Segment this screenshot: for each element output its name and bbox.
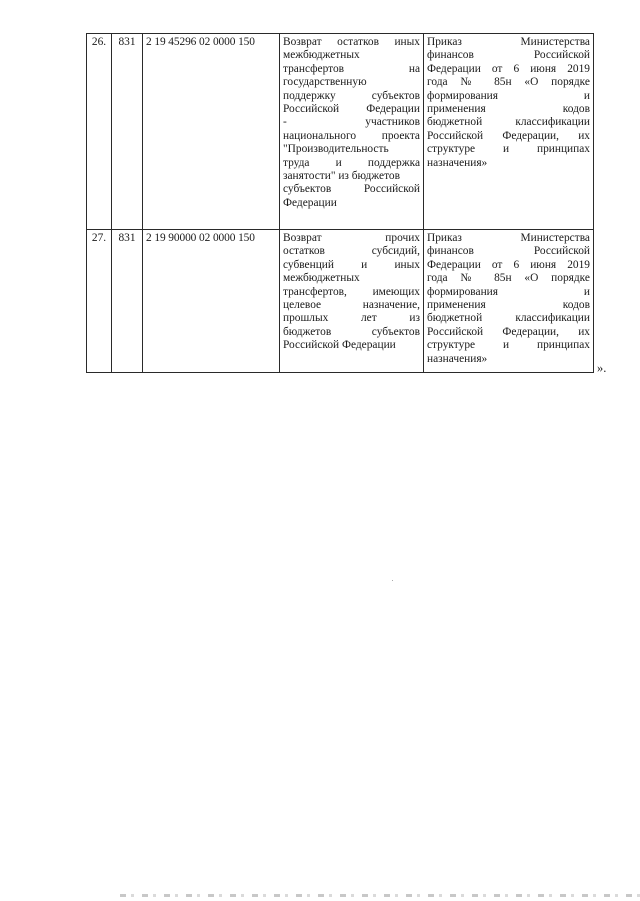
description-line: Российской Федерации bbox=[283, 339, 396, 352]
description-line: трансфертов, имеющих bbox=[283, 285, 420, 298]
description-line: трансфертов на bbox=[283, 62, 420, 75]
income-description bbox=[280, 230, 424, 373]
description-line: субвенций и иных bbox=[283, 258, 420, 271]
basis-line: Федерации от 6 июня 2019 bbox=[427, 258, 590, 271]
description-line: труда и поддержка bbox=[283, 156, 420, 169]
scan-speck bbox=[392, 580, 393, 581]
description-line: прошлых лет из bbox=[283, 312, 420, 325]
basis-line: применения кодов bbox=[427, 103, 590, 116]
basis-line: структуре и принципах bbox=[427, 143, 590, 156]
legal-basis bbox=[424, 230, 594, 373]
basis-line: бюджетной классификации bbox=[427, 116, 590, 129]
description-line: остатков субсидий, bbox=[283, 245, 420, 258]
description-line: занятости" из бюджетов bbox=[283, 170, 400, 183]
table-row bbox=[87, 34, 594, 230]
closing-quote-mark: ». bbox=[597, 361, 607, 375]
description-line: межбюджетных bbox=[283, 272, 360, 285]
description-line: Возврат прочих bbox=[283, 232, 420, 244]
basis-line: года № 85н «О порядке bbox=[427, 272, 590, 285]
basis-line: Российской Федерации, их bbox=[427, 129, 590, 142]
description-line: национального проекта bbox=[283, 129, 420, 142]
description-line: "Производительность bbox=[283, 143, 389, 156]
basis-line: бюджетной классификации bbox=[427, 312, 590, 325]
description-line: межбюджетных bbox=[283, 49, 360, 62]
income-description bbox=[280, 34, 424, 230]
description-line: - участников bbox=[283, 116, 420, 129]
budget-codes-table bbox=[86, 33, 594, 373]
basis-line: структуре и принципах bbox=[427, 339, 590, 352]
basis-line: применения кодов bbox=[427, 299, 590, 312]
basis-line: Приказ Министерства bbox=[427, 232, 590, 244]
description-line: Российской Федерации bbox=[283, 103, 420, 116]
basis-line: года № 85н «О порядке bbox=[427, 76, 590, 89]
legal-basis bbox=[424, 34, 594, 230]
description-line: субъектов Российской bbox=[283, 183, 420, 196]
table-row bbox=[87, 230, 594, 373]
basis-line: финансов Российской bbox=[427, 245, 590, 258]
basis-line: Приказ Министерства bbox=[427, 36, 590, 48]
description-line: государственную bbox=[283, 76, 367, 89]
basis-line: Федерации от 6 июня 2019 bbox=[427, 62, 590, 75]
basis-line: назначения» bbox=[427, 352, 488, 365]
basis-line: формирования и bbox=[427, 285, 590, 298]
row-number: 27. bbox=[87, 230, 112, 373]
budget-classification-code: 2 19 45296 02 0000 150 bbox=[143, 34, 280, 230]
admin-code: 831 bbox=[112, 230, 143, 373]
description-line: бюджетов субъектов bbox=[283, 325, 420, 338]
basis-line: назначения» bbox=[427, 156, 488, 169]
row-number: 26. bbox=[87, 34, 112, 230]
basis-line: финансов Российской bbox=[427, 49, 590, 62]
description-line: Возврат остатков иных bbox=[283, 36, 420, 48]
description-line: поддержку субъектов bbox=[283, 89, 420, 102]
scan-artifact bbox=[120, 894, 640, 897]
budget-classification-code: 2 19 90000 02 0000 150 bbox=[143, 230, 280, 373]
description-line: Федерации bbox=[283, 196, 337, 209]
basis-line: Российской Федерации, их bbox=[427, 325, 590, 338]
basis-line: формирования и bbox=[427, 89, 590, 102]
admin-code: 831 bbox=[112, 34, 143, 230]
description-line: целевое назначение, bbox=[283, 299, 420, 312]
